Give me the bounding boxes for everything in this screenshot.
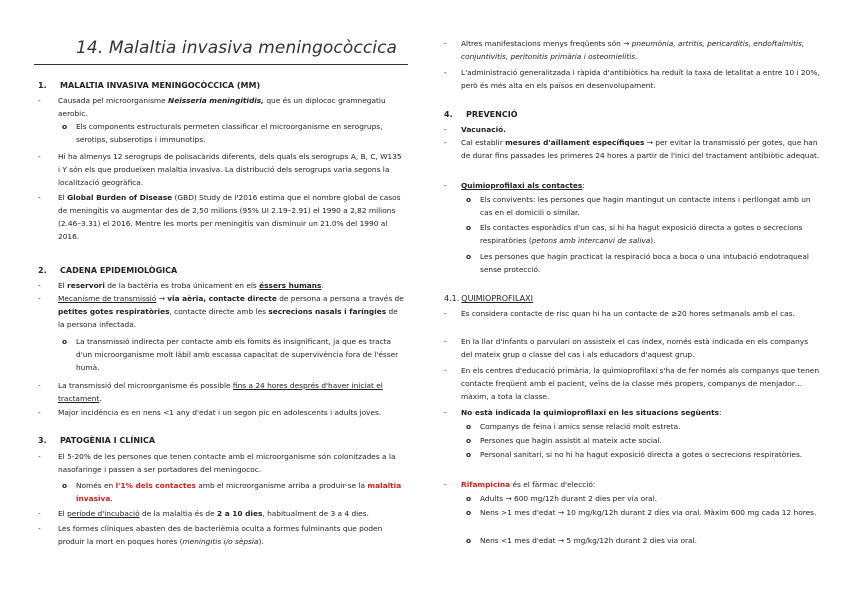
list-item: - Mecanisme de transmissió → via aèria, contacte directe de persona a persona a través de petites gotes respiratòries, contacte directe amb les secrecions nasals i faríngies de la persona infectada. — [38, 294, 404, 329]
list-item: - Altres manifestacions menys freqüents són → pneumònia, artritis, pericarditis, endoftalmitis, conjuntivitis, peritonitis primària i osteomielitis. — [444, 39, 805, 61]
list-item: - El període d'incubació de la malaltia és de 2 a 10 dies, habitualment de 3 a 4 dies. — [38, 509, 369, 518]
list-item: o Companys de feina i amics sense relació molt estreta. — [466, 422, 681, 431]
section-4-1-heading: 4.1. QUIMIOPROFILAXI — [444, 294, 533, 303]
section-4-heading: 4. PREVENCIÓ — [444, 110, 518, 119]
list-item: o Personal sanitari, si no hi ha hagut exposició directa a gotes o secrecions respiratòries. — [466, 450, 803, 459]
list-item: o Les persones que hagin practicat la respiració boca a boca o una intubació endotraqueal sense protecció. — [466, 252, 809, 274]
list-item: - Rifampicina és el fàrmac d'elecció: — [444, 480, 596, 489]
page-title: 14. Malaltia invasiva meningocòccica — [76, 38, 398, 58]
list-item: - El Global Burden of Disease (GBD) Study de l'2016 estima que el nombre global de casos de meningitis va augmentar des de 2,50 milions (95% UI 2.19–2.91) el 1990 a 2,82 milions (2.46–3.31) el 2016. Mentre les morts per meningitis van disminuir un 21.0% del 1990 al 2016. — [38, 193, 401, 241]
list-item: o Persones que hagin assistit al mateix acte social. — [466, 436, 662, 445]
list-item: o Nens <1 mes d'edat → 5 mg/kg/12h durant 2 dies via oral. — [466, 536, 697, 545]
list-item: - Quimioprofilaxi als contactes: — [444, 181, 585, 190]
list-item: - Cal establir mesures d'aïllament específiques → per evitar la transmissió per gotes, que han de durar fins passades les primeres 24 hores a partir de l'inici del tractament antibiòtic adequat. — [444, 138, 820, 160]
list-item: - Vacunació. — [444, 125, 506, 134]
list-item: o La transmissió indirecta per contacte amb els fòmits és insignificant, ja que es tracta d'un microorganisme molt làbil amb escassa capacitat de supervivència fora de l'ésser humà. — [62, 337, 399, 372]
list-item: - La transmissió del microorganisme és possible fins a 24 hores després d'haver iniciat el tractament. — [38, 381, 383, 403]
list-item: - En els centres d'educació primària, la quimioprofilaxi s'ha de fer només als companys que tenen contacte freqüent amb el pacient, veïns de la classe més propers, companys de menjador… màxim, a tota la classe. — [444, 366, 820, 401]
list-item: o Només en l'1% dels contactes amb el microorganisme arriba a produir-se la malaltia invasiva. — [62, 481, 402, 503]
list-item: - Les formes clíniques abasten des de bacterièmia oculta a formes fulminants que poden produir la mort en poques hores (meningitis i/o sèpsia). — [38, 524, 383, 546]
list-item: o Els components estructurals permeten classificar el microorganisme en serogrups, serotips, subserotips i immunotips. — [62, 122, 383, 144]
list-item: o Adults → 600 mg/12h durant 2 dies per via oral. — [466, 494, 658, 503]
section-3-heading: 3. PATOGÈNIA I CLÍNICA — [38, 436, 156, 445]
section-2-heading: 2. CADENA EPIDEMIOLÒGICA — [38, 266, 178, 275]
list-item: - L'administració generalitzada i ràpida d'antibiòtics ha reduït la taxa de letalitat a entre 10 i 20%, però és més alta en els països en desenvolupament. — [444, 68, 820, 90]
list-item: - Hi ha almenys 12 serogrups de polisacàrids diferents, dels quals els serogrups A, B, C, W135 i Y són els que produeixen malaltia invasiva. La distribució dels serogrups varia segons la localització geogràfica. — [38, 152, 402, 187]
list-item: o Nens >1 mes d'edat → 10 mg/kg/12h durant 2 dies via oral. Màxim 600 mg cada 12 hores. — [466, 508, 817, 517]
section-1-heading: 1. MALALTIA INVASIVA MENINGOCÒCCICA (MM) — [38, 81, 261, 90]
list-item: - Major incidència es en nens <1 any d'edat i un segon pic en adolescents i adults joves. — [38, 408, 382, 417]
list-item: o Els convivents: les persones que hagin mantingut un contacte intens i perllongat amb un cas en el domicili o similar. — [466, 195, 811, 217]
list-item: - En la llar d'infants o parvulari on assisteix el cas índex, només està indicada en els companys del mateix grup o classe del cas i als educadors d'aquest grup. — [444, 337, 809, 359]
title-divider — [34, 64, 408, 65]
list-item: - El reservori de la bactèria es troba únicament en els éssers humans. — [38, 281, 324, 290]
list-item: o Els contactes esporàdics d'un cas, si hi ha hagut exposició directa a gotes o secrecions respiratòries (petons amb intercanvi de saliva). — [466, 223, 803, 245]
list-item: - Causada pel microorganisme Neisseria meningitidis, que és un diplococ gramnegatiu aerobic. — [38, 96, 386, 118]
list-item: - Es considera contacte de risc quan hi ha un contacte de ≥20 hores setmanals amb el cas. — [444, 309, 795, 318]
list-item: - El 5-20% de les persones que tenen contacte amb el microorganisme són colonitzades a la nasofaringe i passen a ser portadores del meningococ. — [38, 452, 396, 474]
list-item: - No està indicada la quimioprofilaxi en les situacions següents: — [444, 408, 722, 417]
